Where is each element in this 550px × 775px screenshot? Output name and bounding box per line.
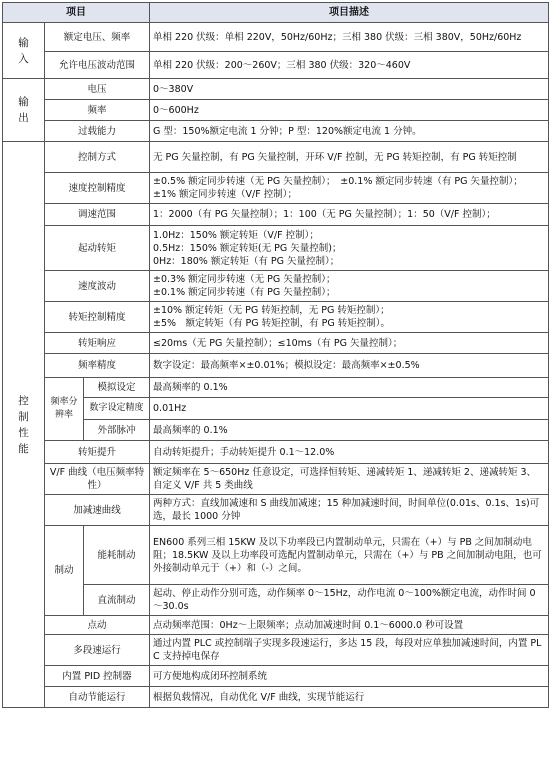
table-row [3, 271, 549, 302]
row-desc: 最高频率的 0.1% [150, 420, 549, 441]
sub-label: 模拟设定 [84, 378, 150, 398]
desc-line: ±10% 额定转矩（无 PG 转矩控制，无 PG 转矩控制）； [153, 305, 390, 316]
row-desc: 通过内置 PLC 或控制端子实现多段速运行，多达 15 段，每段对应单独加减速时间，内置 PLC 支持掉电保存 [150, 635, 549, 666]
sub-label: 外部脉冲 [84, 420, 150, 441]
row-desc: 额定频率在 5～650Hz 任意设定，可选择恒转矩、递减转矩 1、递减转矩 2、递减转矩 3、自定义 V/F 共 5 类曲线 [150, 464, 549, 495]
row-label: 起动转矩 [45, 226, 150, 271]
row-desc: 0.01Hz [150, 398, 549, 420]
header-item: 项目 [3, 3, 150, 23]
table-row [3, 526, 549, 585]
row-label: 调速范围 [45, 204, 150, 226]
row-label: 加减速曲线 [45, 495, 150, 526]
desc-line: 0Hz：180% 额定转矩（有 PG 矢量控制）； [153, 255, 340, 267]
table-row [3, 173, 549, 204]
row-desc [150, 302, 549, 333]
sub-label: 直流制动 [84, 585, 150, 616]
row-desc: 数字设定：最高频率×±0.01%；模拟设定：最高频率×±0.5% [150, 354, 549, 378]
row-desc: 最高频率的 0.1% [150, 378, 549, 398]
table-row [3, 23, 549, 52]
row-desc [150, 226, 549, 271]
row-label: 转矩控制精度 [45, 302, 150, 333]
table-row [3, 354, 549, 378]
desc-line: 1.0Hz：150% 额定转矩（V/F 控制）； [153, 229, 319, 241]
row-desc: 无 PG 矢量控制，有 PG 矢量控制，开环 V/F 控制，无 PG 转矩控制，有 PG 转矩控制 [150, 142, 549, 173]
table-row [3, 333, 549, 354]
row-desc: 点动频率范围：0Hz～上限频率；点动加减速时间 0.1～6000.0 秒可设置 [150, 616, 549, 635]
row-desc: ±0.5% 额定同步转速（无 PG 矢量控制）； ±0.1% 额定同步转速（有 PG 矢量控制）； ±1% 额定同步转速（V/F 控制）； [150, 173, 549, 204]
table-row [3, 495, 549, 526]
row-label: 额定电压、频率 [45, 23, 150, 52]
row-desc: G 型：150%额定电流 1 分钟；P 型：120%额定电流 1 分钟。 [150, 121, 549, 142]
row-desc: ≤20ms（无 PG 矢量控制）；≤10ms（有 PG 矢量控制）； [150, 333, 549, 354]
sub-label: 能耗制动 [84, 526, 150, 585]
row-label: 点动 [45, 616, 150, 635]
table-row [3, 121, 549, 142]
table-row [3, 687, 549, 708]
row-label: 电压 [45, 79, 150, 100]
table-row [3, 398, 549, 420]
table-row [3, 226, 549, 271]
group-output: 输 出 [3, 79, 45, 142]
row-desc: 0～380V [150, 79, 549, 100]
row-label: V/F 曲线（电压频率特性） [45, 464, 150, 495]
row-label: 频率分辨率 [45, 378, 84, 441]
row-label: 制动 [45, 526, 84, 616]
row-label: 转矩响应 [45, 333, 150, 354]
row-label: 内置 PID 控制器 [45, 666, 150, 687]
header-row [3, 3, 549, 23]
header-desc: 项目描述 [150, 3, 549, 23]
table-row [3, 420, 549, 441]
row-label: 过载能力 [45, 121, 150, 142]
row-desc: 1：2000（有 PG 矢量控制）；1：100（无 PG 矢量控制）；1：50（V/F 控制）； [150, 204, 549, 226]
group-control: 控 制 性 能 [3, 142, 45, 708]
table-row [3, 635, 549, 666]
table-row [3, 79, 549, 100]
row-desc: 自动转矩提升；手动转矩提升 0.1～12.0% [150, 441, 549, 464]
table-row [3, 302, 549, 333]
desc-line: 0.5Hz：150% 额定转矩(无 PG 矢量控制)； [153, 242, 342, 254]
table-row [3, 666, 549, 687]
row-desc: 两种方式：直线加减速和 S 曲线加减速；15 种加减速时间，时间单位(0.01s、0.1s、1s)可选，最长 1000 分钟 [150, 495, 549, 526]
row-label: 转矩提升 [45, 441, 150, 464]
row-desc: 0～600Hz [150, 100, 549, 121]
row-desc: 起动、停止动作分别可选，动作频率 0～15Hz，动作电流 0～100%额定电流，动作时间 0～30.0s [150, 585, 549, 616]
table-row [3, 52, 549, 79]
row-desc: 根据负载情况，自动优化 V/F 曲线，实现节能运行 [150, 687, 549, 708]
row-desc: 单相 220 伏级：200～260V；三相 380 伏级：320～460V [150, 52, 549, 79]
row-label: 频率 [45, 100, 150, 121]
row-desc: 可方便地构成闭环控制系统 [150, 666, 549, 687]
desc-line: ±0.3% 额定同步转速（无 PG 矢量控制）； [153, 274, 336, 285]
row-label: 自动节能运行 [45, 687, 150, 708]
table-row [3, 378, 549, 398]
desc-line: ±0.1% 额定同步转速（有 PG 矢量控制）； [153, 287, 336, 298]
table-row [3, 142, 549, 173]
row-label: 允许电压波动范围 [45, 52, 150, 79]
row-label: 速度控制精度 [45, 173, 150, 204]
spec-table [2, 2, 549, 708]
table-row [3, 616, 549, 635]
table-row [3, 585, 549, 616]
table-row [3, 464, 549, 495]
row-desc [150, 271, 549, 302]
table-row [3, 100, 549, 121]
table-row [3, 441, 549, 464]
row-label: 控制方式 [45, 142, 150, 173]
desc-line: ±5% 额定转矩（有 PG 转矩控制，有 PG 转矩控制）。 [153, 318, 391, 329]
group-input: 输 入 [3, 23, 45, 79]
row-label: 频率精度 [45, 354, 150, 378]
sub-label: 数字设定精度 [84, 398, 150, 420]
table-row [3, 204, 549, 226]
row-desc: 单相 220 伏级：单相 220V，50Hz/60Hz；三相 380 伏级：三相 380V，50Hz/60Hz [150, 23, 549, 52]
row-desc: EN600 系列三相 15KW 及以下功率段已内置制动单元，只需在（+）与 PB 之间加制动电阻；18.5KW 及以上功率段可选配内置制动单元，只需在（+）与 PB 之间加制动电阻，也可外接制动单元于（+）和（-）之间。 [150, 526, 549, 585]
row-label: 速度波动 [45, 271, 150, 302]
row-label: 多段速运行 [45, 635, 150, 666]
